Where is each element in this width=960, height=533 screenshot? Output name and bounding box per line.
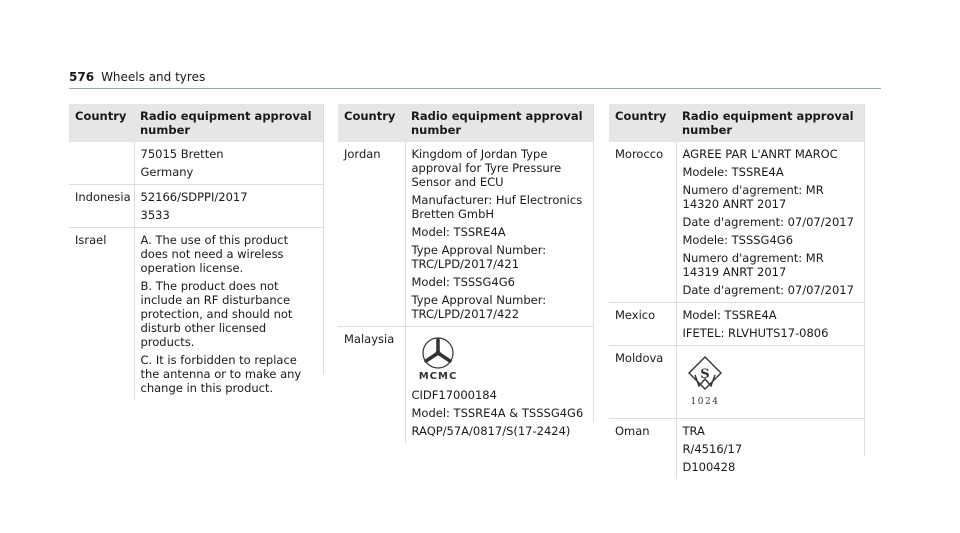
column-divider bbox=[323, 104, 324, 374]
header-country: Country bbox=[69, 104, 134, 142]
country-cell bbox=[69, 142, 134, 185]
approval-cell bbox=[676, 303, 864, 346]
approval-line: RAQP/57A/0817/S(17-2424) bbox=[411, 424, 571, 438]
table-row bbox=[69, 228, 323, 401]
approval-line: Numero d'agrement: MR 14319 ANRT 2017 bbox=[682, 251, 824, 279]
approval-line: B. The product does not include an RF disturbance protection, and should not disturb other licensed products. bbox=[140, 279, 293, 349]
page-title: Wheels and tyres bbox=[101, 70, 206, 84]
table-row bbox=[609, 346, 864, 419]
approval-line: C. It is forbidden to replace the antenna or to make any change in this product. bbox=[140, 353, 302, 395]
approval-cell bbox=[134, 142, 323, 185]
approval-line: 75015 Bretten bbox=[140, 147, 224, 161]
approval-cell bbox=[676, 142, 864, 303]
header-rule bbox=[69, 88, 881, 89]
approval-line: Type Approval Number: TRC/LPD/2017/422 bbox=[411, 293, 547, 321]
page-header bbox=[69, 70, 205, 84]
header-approval: Radio equipment approval number bbox=[676, 104, 864, 142]
approval-line: Numero d'agrement: MR 14320 ANRT 2017 bbox=[682, 183, 824, 211]
approval-line: Germany bbox=[140, 165, 194, 179]
header-country: Country bbox=[609, 104, 676, 142]
table-row bbox=[338, 327, 593, 444]
approval-cell bbox=[676, 419, 864, 480]
approval-line: Manufacturer: Huf Electronics Bretten GmbH bbox=[411, 193, 583, 221]
approval-line: A. The use of this product does not need a wireless operation license. bbox=[140, 233, 289, 275]
table-row bbox=[69, 185, 323, 228]
approval-table-1 bbox=[69, 104, 323, 400]
approval-line: 52166/SDPPI/2017 bbox=[140, 190, 248, 204]
country-cell: Indonesia bbox=[69, 185, 134, 228]
country-cell: Oman bbox=[609, 419, 676, 480]
header-approval: Radio equipment approval number bbox=[405, 104, 593, 142]
table-row bbox=[338, 142, 593, 327]
approval-cell bbox=[134, 185, 323, 228]
approval-line: Modele: TSSRE4A bbox=[682, 165, 784, 179]
approval-line: Model: TSSRE4A bbox=[411, 225, 506, 239]
table-header-row bbox=[69, 104, 323, 142]
table-row bbox=[69, 142, 323, 185]
country-cell: Morocco bbox=[609, 142, 676, 303]
table-row bbox=[609, 303, 864, 346]
approval-line: Model: TSSRE4A & TSSSG4G6 bbox=[411, 406, 584, 420]
country-cell: Malaysia bbox=[338, 327, 405, 444]
mcmc-logo-icon bbox=[412, 336, 464, 382]
table-row bbox=[609, 142, 864, 303]
svg-text:S: S bbox=[699, 367, 710, 382]
country-cell: Mexico bbox=[609, 303, 676, 346]
table-header-row bbox=[338, 104, 593, 142]
approval-line: Date d'agrement: 07/07/2017 bbox=[682, 283, 854, 297]
country-cell: Moldova bbox=[609, 346, 676, 419]
approval-line: CIDF17000184 bbox=[411, 388, 497, 402]
approval-line: TRA bbox=[682, 424, 705, 438]
sm-mark-icon bbox=[683, 355, 727, 407]
approval-table-2 bbox=[338, 104, 593, 443]
approval-cell bbox=[405, 327, 593, 444]
emblem-caption: 1024 bbox=[690, 397, 719, 407]
column-divider bbox=[864, 104, 865, 456]
country-cell: Jordan bbox=[338, 142, 405, 327]
approval-line: D100428 bbox=[682, 460, 736, 474]
header-country: Country bbox=[338, 104, 405, 142]
approval-line: R/4516/17 bbox=[682, 442, 743, 456]
header-approval: Radio equipment approval number bbox=[134, 104, 323, 142]
column-divider bbox=[593, 104, 594, 422]
approval-line: 3533 bbox=[140, 208, 170, 222]
approval-line: AGREE PAR L'ANRT MAROC bbox=[682, 147, 838, 161]
country-cell: Israel bbox=[69, 228, 134, 401]
table-row bbox=[609, 419, 864, 480]
approval-line: IFETEL: RLVHUTS17-0806 bbox=[682, 326, 829, 340]
page-number: 576 bbox=[69, 70, 95, 84]
approval-line: Date d'agrement: 07/07/2017 bbox=[682, 215, 854, 229]
approval-cell bbox=[405, 142, 593, 327]
approval-line: Model: TSSRE4A bbox=[682, 308, 777, 322]
approval-line: Kingdom of Jordan Type approval for Tyre Pressure Sensor and ECU bbox=[411, 147, 562, 189]
approval-table-3 bbox=[609, 104, 864, 479]
approval-line: Model: TSSSG4G6 bbox=[411, 275, 515, 289]
emblem-caption: MCMC bbox=[418, 371, 457, 382]
approval-cell bbox=[676, 346, 864, 419]
approval-line: Modele: TSSSG4G6 bbox=[682, 233, 794, 247]
table-header-row bbox=[609, 104, 864, 142]
approval-cell bbox=[134, 228, 323, 401]
approval-line: Type Approval Number: TRC/LPD/2017/421 bbox=[411, 243, 547, 271]
